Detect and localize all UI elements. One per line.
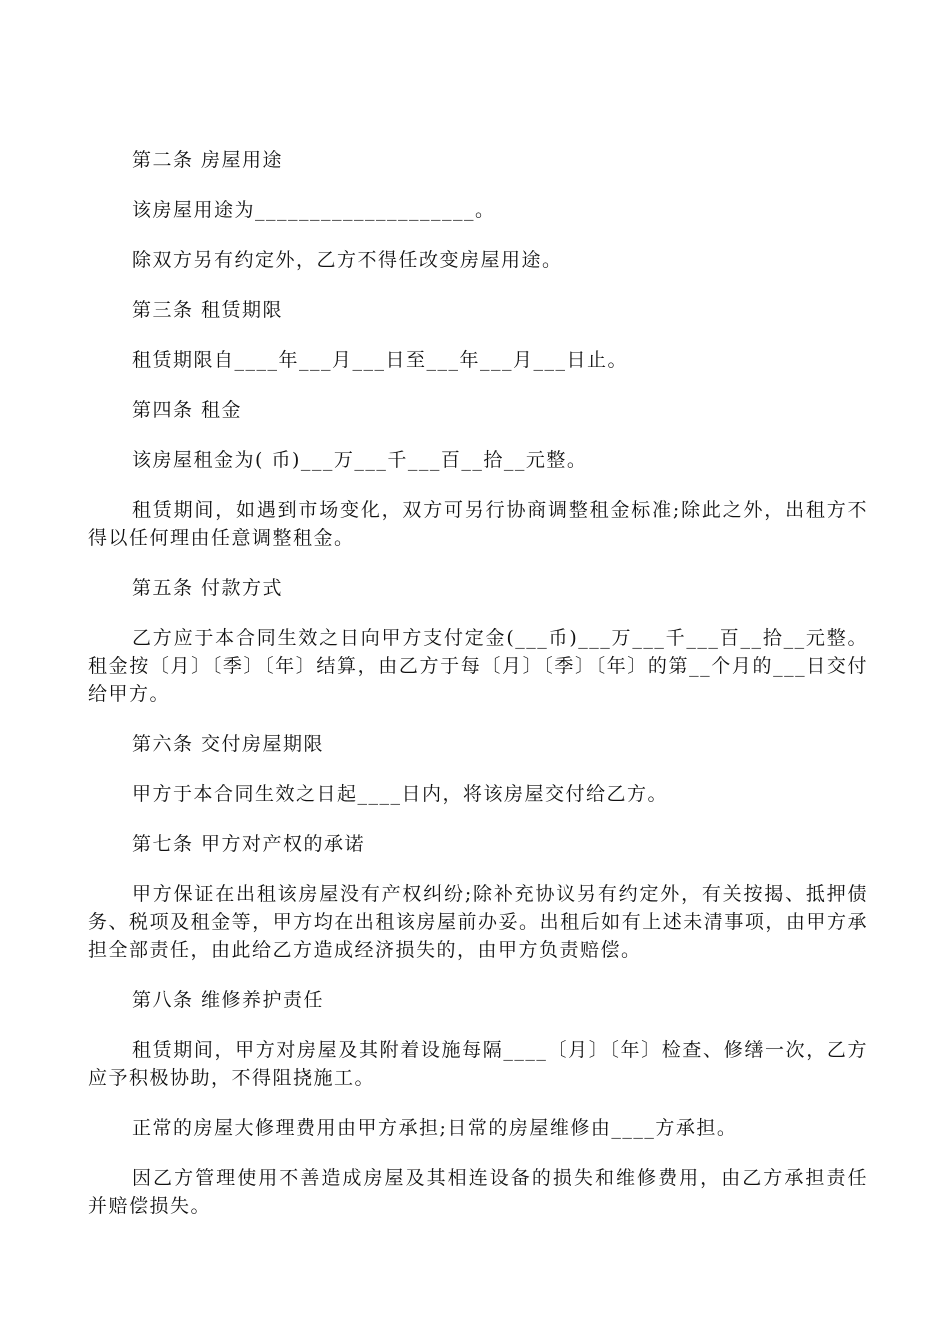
- article-2-heading: 第二条 房屋用途: [132, 149, 284, 171]
- article-8-heading: 第八条 维修养护责任: [132, 989, 325, 1011]
- inspection-clause: 租赁期间，甲方对房屋及其附着设施每隔____〔月〕〔年〕检查、修缮一次，乙方应予积极协助，不得阻挠施工。: [88, 1039, 868, 1089]
- use-change-restriction: 除双方另有约定外，乙方不得任改变房屋用途。: [132, 249, 563, 271]
- tenant-liability-clause: 因乙方管理使用不善造成房屋及其相连设备的损失和维修费用，由乙方承担责任并赔偿损失。: [88, 1167, 868, 1217]
- article-5-heading: 第五条 付款方式: [132, 577, 284, 599]
- article-6-heading: 第六条 交付房屋期限: [132, 733, 325, 755]
- article-4-heading: 第四条 租金: [132, 399, 243, 421]
- article-3-heading: 第三条 租赁期限: [132, 299, 284, 321]
- rent-amount-clause: 该房屋租金为( 币)___万___千___百__拾__元整。: [132, 449, 588, 471]
- document-body: [88, 146, 868, 1242]
- payment-method-clause: 乙方应于本合同生效之日向甲方支付定金(___币)___万___千___百__拾__元整。租金按〔月〕〔季〕〔年〕结算，由乙方于每〔月〕〔季〕〔年〕的第__个月的___日交付给甲方。: [88, 627, 868, 705]
- lease-term-clause: 租赁期限自____年___月___日至___年___月___日止。: [132, 349, 629, 371]
- rent-adjustment-clause: 租赁期间，如遇到市场变化，双方可另行协商调整租金标准;除此之外，出租方不得以任何理由任意调整租金。: [88, 499, 868, 549]
- house-use-clause: 该房屋用途为____________________。: [132, 199, 496, 221]
- repair-cost-clause: 正常的房屋大修理费用由甲方承担;日常的房屋维修由____方承担。: [132, 1117, 738, 1139]
- article-7-heading: 第七条 甲方对产权的承诺: [132, 833, 366, 855]
- delivery-deadline-clause: 甲方于本合同生效之日起____日内，将该房屋交付给乙方。: [132, 783, 669, 805]
- property-rights-clause: 甲方保证在出租该房屋没有产权纠纷;除补充协议另有约定外，有关按揭、抵押债务、税项及租金等，甲方均在出租该房屋前办妥。出租后如有上述未清事项，由甲方承担全部责任，由此给乙方造成经济损失的，由甲方负责赔偿。: [88, 883, 868, 961]
